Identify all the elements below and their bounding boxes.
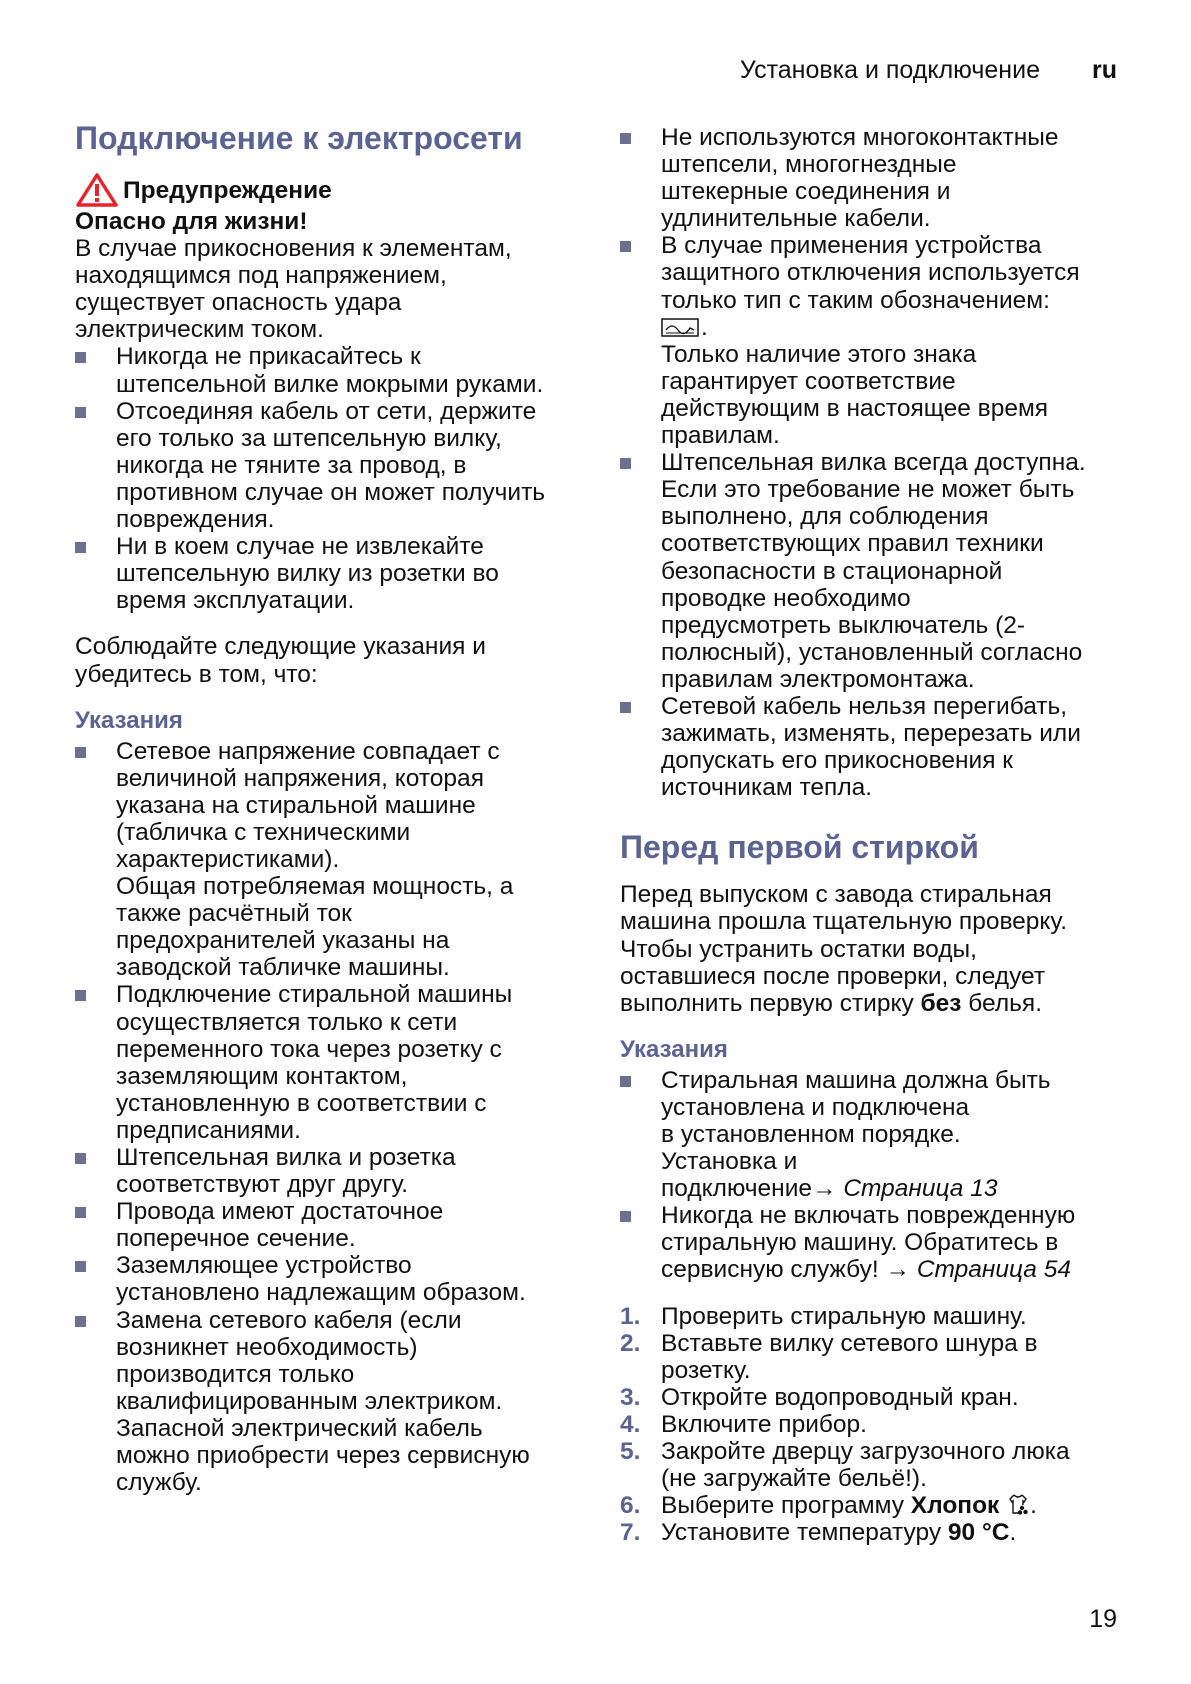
step-number: 5. bbox=[620, 1438, 641, 1466]
notes-title: Указания bbox=[75, 706, 183, 734]
header-section: Установка и подключение bbox=[739, 56, 1040, 84]
text: Перед выпуском с завода стиральная машина прошла тщательную проверку. Чтобы устранить остатки воды, оставшиеся после проверки, следует выполнить первую стирку bbox=[620, 881, 1068, 1017]
steps-list bbox=[620, 1303, 1140, 1547]
danger-list bbox=[75, 343, 595, 614]
step-number: 2. bbox=[620, 1329, 641, 1357]
page-link[interactable]: → Страница 13 bbox=[812, 1175, 998, 1203]
list-item: В случае применения устройства защитного отключения используется только тип с таким обозначением: . Только наличие этого знака гарантирует соответствие действующим в настоящее время правилам. bbox=[620, 232, 1140, 449]
step-number: 1. bbox=[620, 1302, 641, 1330]
rcd-note: Только наличие этого знака гарантирует соответствие действующим в настоящее время правилам. bbox=[661, 340, 1049, 450]
notes-list bbox=[620, 1067, 1140, 1284]
step-text: Включите прибор. bbox=[661, 1410, 867, 1438]
section-title-first-wash: Перед первой стиркой bbox=[620, 829, 979, 866]
temperature-value: 90 °C bbox=[947, 1519, 1010, 1547]
step-item: 7. Установите температуру 90 °C. bbox=[620, 1519, 1017, 1547]
step-item bbox=[620, 1411, 1140, 1438]
page-header bbox=[740, 56, 1117, 85]
step-item: 6. Выберите программу Хлопок . bbox=[620, 1492, 1037, 1520]
requirements-list bbox=[620, 124, 1140, 801]
list-item: Штепсельная вилка и розетка соответствуют друг другу. bbox=[75, 1144, 595, 1198]
step-item bbox=[620, 1330, 1140, 1384]
header-lang: ru bbox=[1092, 56, 1117, 84]
page-link[interactable]: → Страница 54 bbox=[885, 1256, 1071, 1284]
list-item: Провода имеют достаточное поперечное сечение. bbox=[75, 1198, 595, 1252]
step-text: Установите температуру bbox=[661, 1519, 948, 1547]
danger-label: Опасно для жизни! bbox=[75, 208, 308, 235]
step-number: 6. bbox=[620, 1492, 641, 1520]
step-number: 3. bbox=[620, 1383, 641, 1411]
list-item: Штепсельная вилка всегда доступна. Если это требование не может быть выполнено, для соблюдения соответствующих правил техники безопасности в стационарной проводке необходимо предусмотреть выключатель (2- полюсный), установленный согласно правилам электромонтажа. bbox=[620, 449, 1140, 693]
step-number: 4. bbox=[620, 1410, 641, 1438]
warning-triangle-icon bbox=[75, 172, 119, 208]
step-item bbox=[620, 1438, 1140, 1492]
step-text: Выберите программу bbox=[661, 1492, 911, 1520]
step-text: Закройте дверцу загрузочного люка (не загружайте бельё!). bbox=[661, 1438, 1070, 1493]
rcd-symbol-icon bbox=[661, 318, 701, 338]
list-item: Заземляющее устройство установлено надлежащим образом. bbox=[75, 1252, 595, 1306]
list-item: Замена сетевого кабеля (если возникнет необходимость) производится только квалифицированным электриком. Запасной электрический кабель можно приобрести через сервисную службу. bbox=[75, 1307, 595, 1497]
list-item-text: В случае применения устройства защитного отключения используется только тип с таким обозначением: bbox=[661, 232, 1080, 314]
step-number: 7. bbox=[620, 1519, 641, 1547]
page-number: 19 bbox=[1089, 1605, 1117, 1633]
intro-text: Соблюдайте следующие указания и убедитесь в том, что: bbox=[75, 633, 486, 688]
cotton-program-icon bbox=[1006, 1492, 1030, 1516]
list-item bbox=[620, 1202, 1140, 1283]
notes-title: Указания bbox=[620, 1035, 728, 1063]
list-item: Подключение стиральной машины осуществляется только к сети переменного тока через розетку с заземляющим контактом, установленную в соответствии с предписаниями. bbox=[75, 981, 595, 1144]
list-item bbox=[620, 1067, 1140, 1202]
notes-list bbox=[75, 738, 595, 1497]
warning-label: Предупреждение bbox=[123, 176, 332, 204]
right-column bbox=[620, 124, 1140, 1546]
step-text: Вставьте вилку сетевого шнура в розетку. bbox=[661, 1329, 1038, 1384]
list-item: Никогда не прикасайтесь к штепсельной вилке мокрыми руками. bbox=[75, 343, 595, 397]
list-item: Не используются многоконтактные штепсели, многогнездные штекерные соединения и удлинительные кабели. bbox=[620, 124, 1140, 232]
list-item: Сетевое напряжение совпадает с величиной напряжения, которая указана на стиральной машине (табличка с техническими характеристиками). Общая потребляемая мощность, а также расчётный ток предохранителей указаны на заводской табличке машины. bbox=[75, 738, 595, 982]
step-item bbox=[620, 1303, 1140, 1330]
danger-text: В случае прикосновения к элементам, находящимся под напряжением, существует опасность удара электрическим током. bbox=[75, 235, 512, 344]
list-item: Сетевой кабель нельзя перегибать, зажимать, изменять, перерезать или допускать его прикосновения к источникам тепла. bbox=[620, 693, 1140, 801]
bold-text: без bbox=[920, 989, 962, 1017]
section-title: Подключение к электросети bbox=[75, 120, 523, 156]
text: Никогда не включать поврежденную стиральную машину. Обратитесь в сервисную службу! bbox=[661, 1202, 1076, 1284]
step-item bbox=[620, 1384, 1140, 1411]
step-text: Проверить стиральную машину. bbox=[661, 1302, 1027, 1330]
warning-heading bbox=[75, 172, 595, 208]
step-text: Откройте водопроводный кран. bbox=[661, 1383, 1019, 1411]
list-item: Отсоединяя кабель от сети, держите его только за штепсельную вилку, никогда не тяните за провод, в противном случае он может получить повреждения. bbox=[75, 398, 595, 533]
program-name: Хлопок bbox=[910, 1492, 1000, 1520]
list-item: Ни в коем случае не извлекайте штепсельную вилку из розетки во время эксплуатации. bbox=[75, 533, 595, 614]
text: Стиральная машина должна быть установлена и подключена в установленном порядке. Установка и подключение bbox=[661, 1066, 1051, 1203]
text: белья. bbox=[961, 989, 1042, 1017]
first-wash-text bbox=[620, 881, 1140, 1016]
left-column bbox=[75, 118, 595, 1496]
